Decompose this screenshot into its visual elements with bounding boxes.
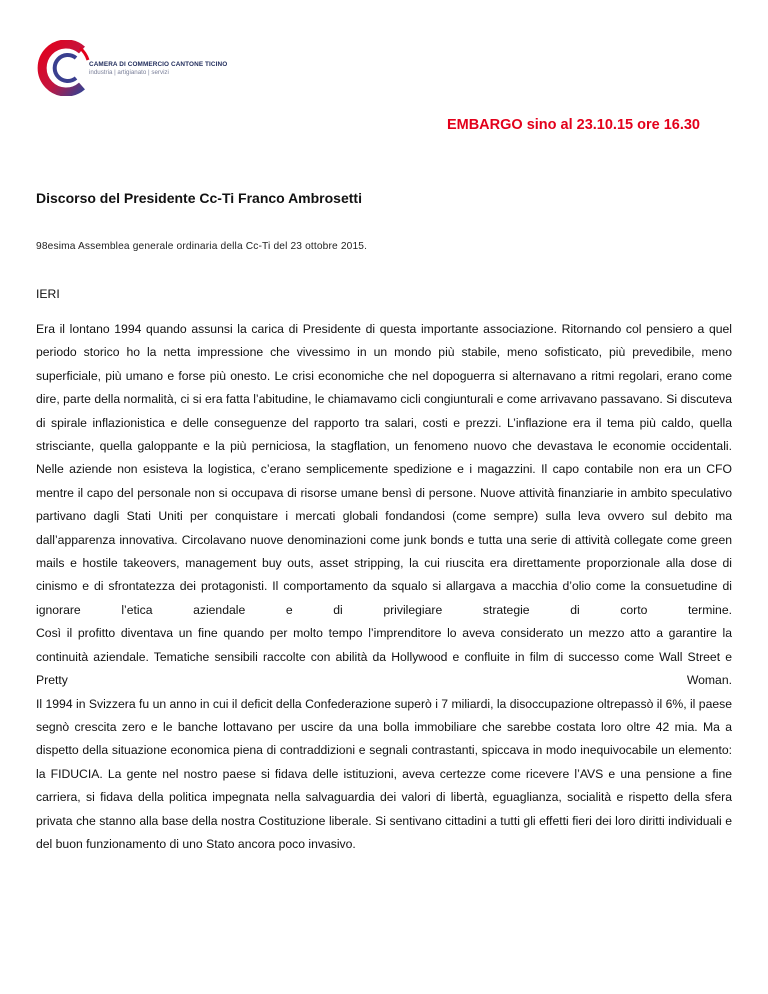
paragraph: Era il lontano 1994 quando assunsi la carica di Presidente di questa importante associazione. Ritornando col pensiero a quel periodo storico ho la netta impressione che vivessimo in un mondo più stabile, meno sofisticato, più prevedibile, meno superficiale, più umano e forse più onesto. Le crisi economiche che nel dopoguerra si alternavano a ritmi regolari, erano come dire, parte della normalità, ci si era fatta l’abitudine, le chiamavamo cicli congiunturali e come arrivavano passavano. Si discuteva di spirale inflazionistica e delle conseguenze del rapporto tra salari, costi e prezzi. L’inflazione era il tema più caldo, quella strisciante, quella galoppante e la più perniciosa, la stagflation, un fenomeno nuovo che devastava le economie occidentali. [36,322,732,454]
logo-organization-name: CAMERA DI COMMERCIO CANTONE TICINO [89,61,228,68]
logo-text [89,61,227,77]
cc-ti-logo [36,40,226,96]
logo-tagline: industria | artigianato | servizi [89,69,169,76]
document-subtitle: 98esima Assemblea generale ordinaria della Cc-Ti del 23 ottobre 2015. [36,241,368,252]
paragraph: Il 1994 in Svizzera fu un anno in cui il deficit della Confederazione superò i 7 miliardi, la disoccupazione oltrepassò il 6%, il paese segnò crescita zero e le banche lottavano per uscire da una bolla immobiliare che sarebbe costata loro oltre 42 mia. Ma a dispetto della situazione economica piena di contraddizioni e segnali contrastanti, spiccava in modo inequivocabile un elemento: la FIDUCIA. La gente nel nostro paese si fidava delle istituzioni, aveva certezze come ricevere l’AVS e una pensione a fine carriera, si fidava della politica impegnata nella salvaguardia dei valori di libertà, eguaglianza, socialità e rispetto della sfera privata che stanno alla base della nostra Costituzione liberale. Si sentivano cittadini a tutti gli effetti fieri dei loro diritti individuali e del buon funzionamento di uno Stato ancora poco invasivo. [36,696,732,851]
section-heading: IERI [36,287,60,301]
paragraph: Nelle aziende non esisteva la logistica, c’erano semplicemente spedizione e i magazzini. Il capo contabile non era un CFO mentre il capo del personale non si occupava di risorse umane bensì di persone. Nuove attività finanziarie in ambito speculativo partivano dagli Stati Uniti per conquistare i mercati globali fondandosi (come sempre) sulla leva ovvero sul debito ma dall’apparenza innovativa. Circolavano nuove denominazioni come junk bonds e tutta una serie di attività collegate come green mails e hostile takeovers, management buy outs, asset stripping, la cui riuscita era direttamente proporzionale alla dose di cinismo e di sfrontatezza dei protagonisti. Il comportamento da squalo si allargava a macchia d’olio come la consuetudine di ignorare l’etica aziendale e di privilegiare strategie di corto termine. [36,462,732,617]
paragraph: Così il profitto diventava un fine quando per molto tempo l’imprenditore lo aveva considerato un mezzo atto a garantire la continuità aziendale. Tematiche sensibili raccolte con abilità da Hollywood e confluite in film di successo come Wall Street e Pretty Woman. [36,626,732,688]
document-title: Discorso del Presidente Cc-Ti Franco Ambrosetti [36,190,362,206]
embargo-notice: EMBARGO sino al 23.10.15 ore 16.30 [446,117,700,133]
body-text [36,318,732,856]
cc-ti-logo-icon [36,40,94,96]
